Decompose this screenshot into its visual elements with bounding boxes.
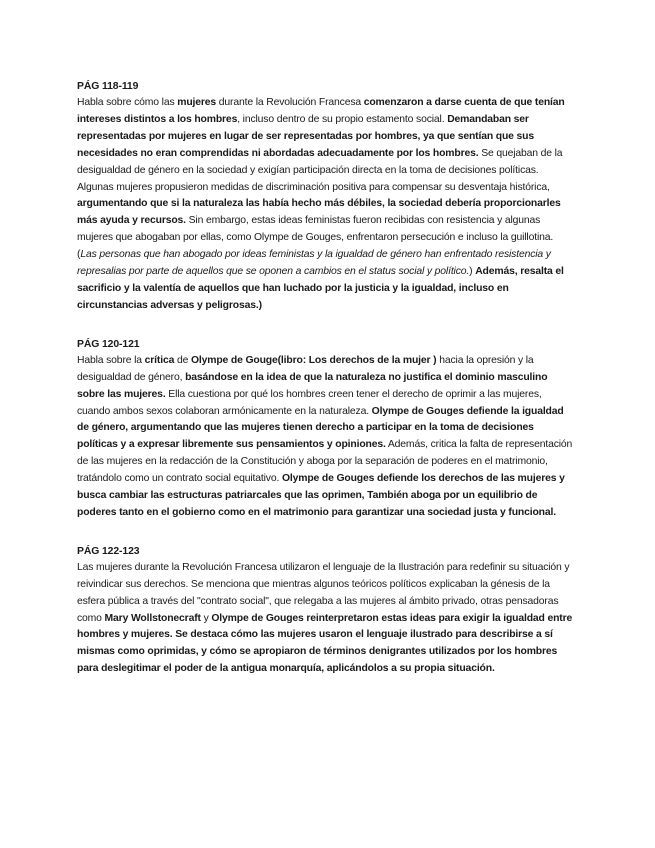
text-segment: ) — [469, 266, 476, 278]
section-paragraph — [77, 95, 573, 315]
text-segment: Se quejaban de la desigualdad de género en la sociedad y exigían participación directa en la toma de decisiones políticas. Algunas mujeres propusieron medidas de discriminación positiva para compensar su desventaja histórica, — [77, 147, 563, 193]
section-heading: PÁG 122-123 — [77, 545, 140, 557]
text-segment: Las mujeres durante la Revolución Francesa utilizaron el lenguaje de la Ilustración para redefinir su situación y reivindicar sus derechos. Se menciona que mientras algunos teóricos políticos explicaban la génesis de la esfera pública a través del "contrato social", que relegaba a las mujeres al ámbito privado, otras pensadoras como — [77, 561, 570, 624]
text-segment: Además, critica la falta de representación de las mujeres en la redacción de la Constitución y aboga por la separación de poderes en el matrimonio, tratándolo como un contrato social equitativo. — [77, 439, 573, 485]
section-heading: PÁG 120-121 — [77, 338, 140, 350]
section-pag-118-119 — [77, 78, 573, 315]
text-segment: Olympe de Gouges defiende los derechos de las mujeres y busca cambiar las estructuras patriarcales que las oprimen, También aboga por un equilibrio de poderes tanto en el gobierno como en el matrimonio para garantizar una sociedad justa y funcional. — [77, 473, 565, 518]
text-segment: Ella cuestiona por qué los hombres creen tener el derecho de oprimir a las mujeres, cuando ambos sexos colaboran armónicamente en la naturaleza. — [77, 388, 542, 417]
section-pag-122-123 — [77, 543, 573, 678]
text-segment: Olympe de Gouge(libro: Los derechos de la mujer ) — [190, 354, 437, 366]
text-segment: Las personas que han abogado por ideas feministas y la igualdad de género han enfrentado resistencia y represalias por parte de aquellos que se oponen a cambios en el status social y político. — [77, 249, 551, 278]
text-segment: argumentando que si la naturaleza las había hecho más débiles, la sociedad debería proporcionarles más ayuda y recursos. — [77, 198, 561, 227]
text-segment: Habla sobre cómo las — [77, 97, 178, 108]
text-segment: basándose en la idea de que la naturaleza no justifica el dominio masculino sobre las mujeres. — [77, 371, 548, 400]
section-paragraph — [77, 560, 573, 678]
section-heading: PÁG 118-119 — [77, 81, 139, 92]
text-segment: Sin embargo, estas ideas feministas fueron recibidas con resistencia y algunas mujeres que abogaban por ellas, como Olympe de Gouges, enfrentaron persecución e incluso la guillotina. ( — [77, 215, 554, 261]
text-segment: comenzaron a darse cuenta de que tenían intereses distintos a los hombres — [77, 97, 565, 125]
text-segment: , incluso dentro de su propio estamento social. — [237, 113, 448, 125]
text-segment: Habla sobre la — [77, 354, 145, 366]
text-segment: hacia la opresión y la desigualdad de género, — [77, 354, 534, 383]
text-segment: crítica — [144, 354, 175, 366]
text-segment: Olympe de Gouges reinterpretaron estas ideas para exigir la igualdad entre hombres y mujeres. Se destaca cómo las mujeres usaron el lenguaje ilustrado para describirse a sí mismas como oprimidas, y cómo se apropiaron de términos denigrantes utilizados por los hombres para deslegitimar el poder de la antigua monarquía, aplicándolos a su propia situación. — [77, 612, 573, 675]
text-segment: y — [200, 612, 212, 624]
text-segment: mujeres — [177, 97, 217, 108]
text-segment: Mary Wollstonecraft — [104, 612, 201, 624]
section-pag-120-121 — [77, 336, 573, 522]
section-paragraph — [77, 353, 573, 522]
text-segment: de — [174, 354, 191, 366]
text-segment: Demandaban ser representadas por mujeres en lugar de ser representadas por hombres, ya que sentían que sus necesidades no eran comprendidas ni abordadas adecuadamente por los hombres. — [77, 113, 534, 159]
text-segment: durante la Revolución Francesa — [216, 97, 364, 108]
text-segment: Además, resalta el sacrificio y la valentía de aquellos que han luchado por la justicia y la igualdad, incluso en circunstancias adversas y peligrosas.) — [77, 266, 564, 311]
text-segment: Olympe de Gouges defiende la igualdad de género, argumentando que las mujeres tienen derecho a participar en la toma de decisiones políticas y a expresar libremente sus pensamientos y opiniones. — [77, 405, 564, 451]
document-page — [77, 78, 573, 699]
